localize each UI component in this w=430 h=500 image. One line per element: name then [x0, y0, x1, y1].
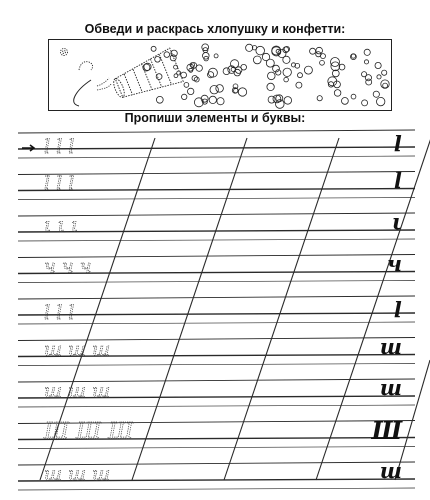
- line-sub: [18, 156, 415, 158]
- line-sub: [18, 322, 415, 324]
- sample-letter: ꞁ: [394, 126, 402, 151]
- line-base: [18, 313, 415, 315]
- line-sub: [18, 239, 415, 241]
- sample-letter: ι: [391, 209, 402, 234]
- traced-letters: ш ш ш: [44, 380, 111, 402]
- sample-letter: ч: [386, 250, 402, 276]
- line-top: [18, 130, 415, 133]
- traced-letters: ш ш ш: [44, 338, 111, 361]
- sample-letter: l: [394, 167, 402, 193]
- worksheet-title: Обведи и раскрась хлопушку и конфетти:: [84, 22, 346, 36]
- line-sub: [18, 405, 415, 407]
- sample-letter: ш: [379, 458, 402, 483]
- line-sub: [18, 488, 415, 490]
- traced-letters: Ш Ш Ш: [44, 419, 134, 445]
- line-sub: [18, 281, 415, 283]
- line-base: [18, 189, 415, 191]
- traced-letters: ꞁ ꞁ ꞁ: [44, 131, 75, 153]
- line-sub: [18, 447, 415, 449]
- line-sub: [18, 198, 415, 200]
- traced-letters: ꞁ ꞁ ꞁ: [44, 297, 75, 319]
- traced-letters: l l l: [44, 172, 75, 195]
- sample-letter: ш: [379, 333, 402, 359]
- sample-letter: Ш: [371, 415, 402, 445]
- traced-letters: ч ч ч: [44, 255, 92, 278]
- line-top: [18, 296, 415, 299]
- line-sub: [18, 364, 415, 366]
- line-base: [18, 147, 415, 149]
- worksheet-subtitle: Пропиши элементы и буквы:: [124, 111, 306, 125]
- arrow-right-icon: [22, 145, 34, 151]
- traced-letters: ι ι ι: [44, 214, 79, 236]
- sample-letter: ш: [379, 375, 402, 400]
- sample-letter: ꞁ: [394, 292, 402, 317]
- line-top: [18, 172, 415, 175]
- traced-letters: ш ш ш: [44, 463, 111, 485]
